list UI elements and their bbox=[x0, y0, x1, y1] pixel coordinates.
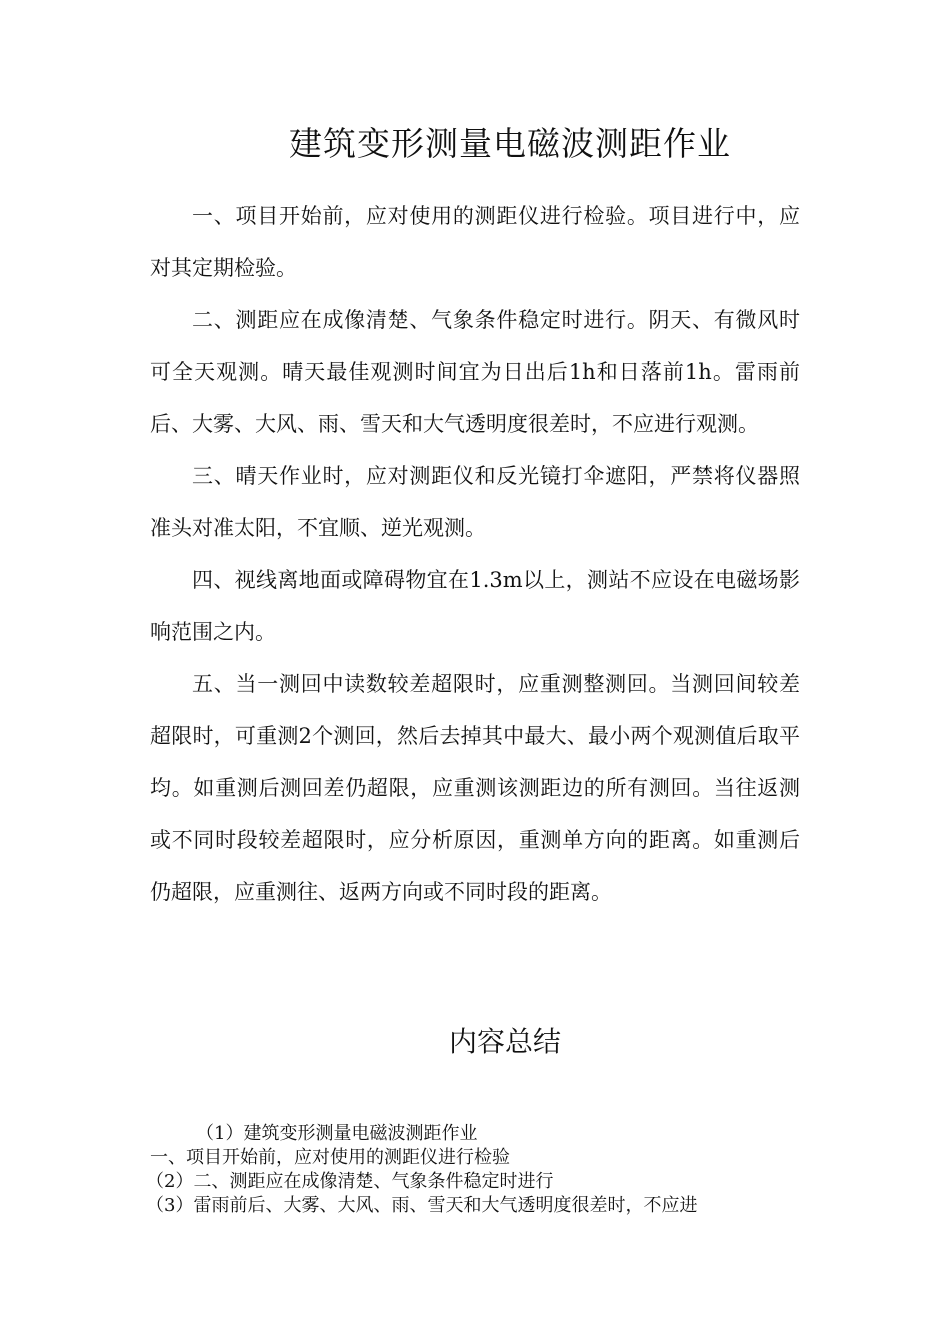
paragraph-4: 四、视线离地面或障碍物宜在1.3m以上，测站不应设在电磁场影响范围之内。 bbox=[150, 568, 800, 644]
summary-list bbox=[146, 1122, 800, 1218]
summary-line-4: （3）雷雨前后、大雾、大风、雨、雪天和大气透明度很差时，不应进 bbox=[146, 1195, 698, 1216]
summary-line-3: （2）二、测距应在成像清楚、气象条件稳定时进行 bbox=[146, 1171, 554, 1192]
summary-line-2: 一、项目开始前，应对使用的测距仪进行检验 bbox=[150, 1147, 510, 1168]
summary-title: 内容总结 bbox=[448, 1025, 561, 1058]
summary-line-1: （1）建筑变形测量电磁波测距作业 bbox=[196, 1123, 478, 1144]
paragraph-1: 一、项目开始前，应对使用的测距仪进行检验。项目进行中，应对其定期检验。 bbox=[150, 204, 800, 280]
paragraph-5: 五、当一测回中读数较差超限时，应重测整测回。当测回间较差超限时，可重测2个测回，然后去掉其中最大、最小两个观测值后取平均。如重测后测回差仍超限，应重测该测距边的所有测回。当往返测或不同时段较差超限时，应分析原因，重测单方向的距离。如重测后仍超限，应重测往、返两方向或不同时段的距离。 bbox=[150, 672, 800, 904]
document-body bbox=[150, 190, 800, 918]
document-title: 建筑变形测量电磁波测距作业 bbox=[289, 124, 731, 163]
paragraph-2: 二、测距应在成像清楚、气象条件稳定时进行。阴天、有微风时可全天观测。晴天最佳观测时间宜为日出后1h和日落前1h。雷雨前后、大雾、大风、雨、雪天和大气透明度很差时，不应进行观测。 bbox=[150, 308, 800, 436]
paragraph-3: 三、晴天作业时，应对测距仪和反光镜打伞遮阳，严禁将仪器照准头对准太阳，不宜顺、逆光观测。 bbox=[150, 464, 800, 540]
